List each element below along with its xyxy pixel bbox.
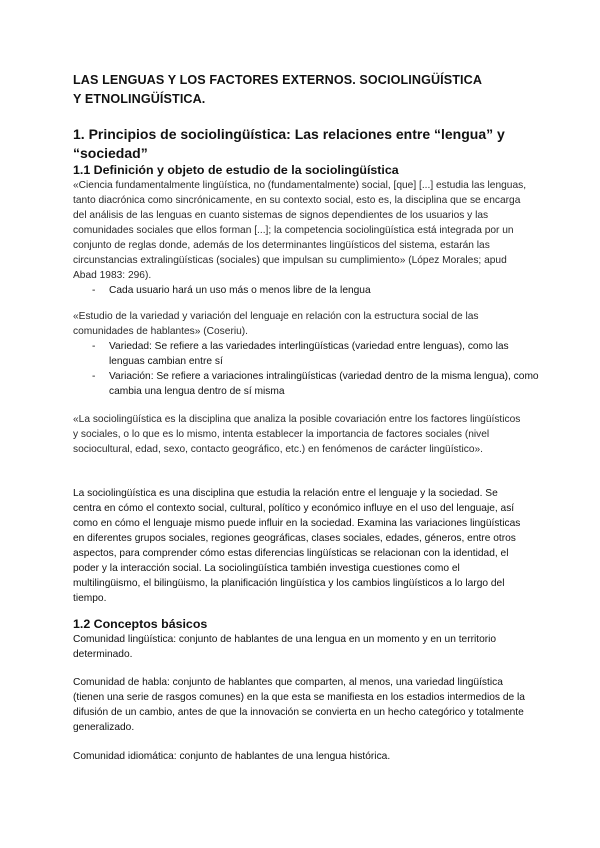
- list-item: - Cada usuario hará un uso más o menos libre de la lengua: [92, 283, 547, 298]
- definition-comunidad-de-habla: Comunidad de habla: conjunto de hablantes que comparten, al menos, una variedad lingüística (tienen una serie de rasgos comunes) en la que esta se manifiesta en los estadios intermedios de la difusión de un cambio, antes de que la innovación se convierta en un hecho categórico y totalmente generalizado.: [73, 677, 525, 733]
- bullet-list-2: [73, 339, 547, 399]
- list-item: - Variación: Se refiere a variaciones intralingüísticas (variedad dentro de la misma lengua), como cambia una lengua dentro de sí misma: [92, 369, 547, 399]
- title-line-1: LAS LENGUAS Y LOS FACTORES EXTERNOS. SOCIOLINGÜÍSTICA: [73, 73, 483, 87]
- definition-comunidad-linguistica: Comunidad lingüística: conjunto de hablantes de una lengua en un momento y en un territorio determinado.: [73, 634, 497, 660]
- document-title: [73, 71, 528, 109]
- subsection-1-1-heading: 1.1 Definición y objeto de estudio de la sociolingüística: [73, 163, 399, 177]
- definition-comunidad-idiomatica: Comunidad idiomática: conjunto de hablantes de una lengua histórica.: [73, 751, 391, 762]
- bullet-list-1: [73, 283, 547, 298]
- quote-lopez-morales: «Ciencia fundamentalmente lingüística, no (fundamentalmente) social, [que] [...] estudia las lenguas, tanto diacrónica como sincrónicamente, en su contexto social, esto es, la disciplina que se encarga del análisis de las lenguas en cuanto sistemas de signos dependientes de los usuarios y las comunidades sociales que ellos forman [...]; la competencia sociolingüística está integrada por un conjunto de reglas donde, además de los determinantes lingüísticos del sistema, estarán las circunstancias extralingüísticas (sociales) que impulsan su cumplimiento» (López Morales; apud Abad 1983: 296).: [73, 180, 527, 281]
- quote-coseriu: «Estudio de la variedad y variación del lenguaje en relación con la estructura social de las comunidades de hablantes» (Coseriu).: [73, 311, 479, 337]
- title-line-2: Y ETNOLINGÜÍSTICA.: [73, 92, 206, 106]
- section-1-heading: 1. Principios de sociolingüística: Las relaciones entre “lengua” y “sociedad”: [73, 126, 505, 161]
- subsection-1-2-heading: 1.2 Conceptos básicos: [73, 617, 208, 631]
- paragraph-sociolinguistics: La sociolingüística es una disciplina que estudia la relación entre el lenguaje y la sociedad. Se centra en cómo el contexto social, cultural, político y económico influye en el uso del lenguaje, así como en cómo el lenguaje mismo puede influir en la sociedad. Examina las variaciones lingüísticas en diferentes grupos sociales, regiones geográficas, clases sociales, edades, géneros, entre otros aspectos, para comprender cómo estas diferencias lingüísticas se relacionan con la identidad, el poder y la interacción social. La sociolingüística también investiga cuestiones como el multilingüismo, el bilingüismo, la planificación lingüística y los cambios lingüísticos a lo largo del tiempo.: [73, 488, 521, 604]
- quote-covariation: «La sociolingüística es la disciplina que analiza la posible covariación entre los factores lingüísticos y sociales, o lo que es lo mismo, intenta establecer la importancia de factores sociales (nivel sociocultural, edad, sexo, contacto geográfico, etc.) en fenómenos de carácter lingüístico».: [73, 414, 521, 455]
- list-item: - Variedad: Se refiere a las variedades interlingüísticas (variedad entre lenguas), como las lenguas cambian entre sí: [92, 339, 547, 369]
